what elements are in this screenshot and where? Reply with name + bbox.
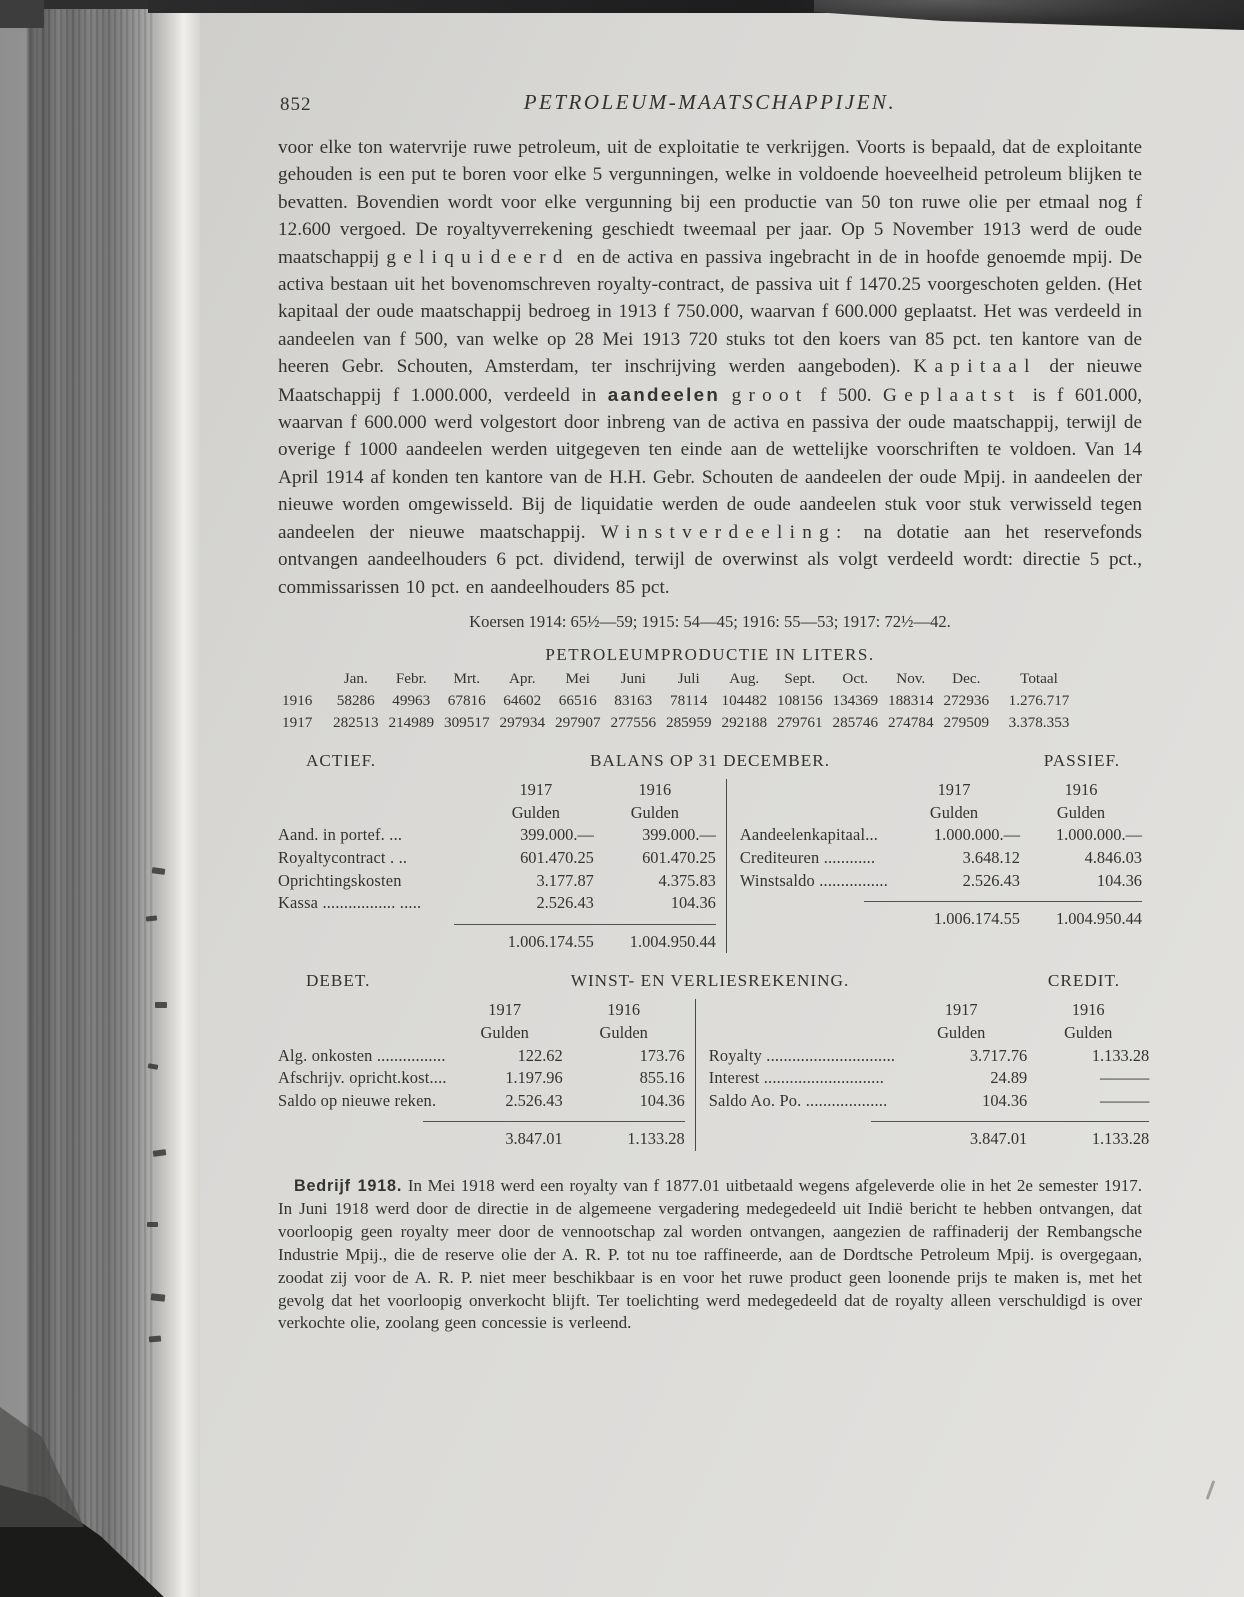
total-1917: 3.847.01 xyxy=(505,1129,563,1149)
table-row xyxy=(278,1045,685,1068)
row-label: Oprichtingskosten xyxy=(278,870,402,890)
currency-header: Gulden xyxy=(630,802,679,822)
year-header: 1916 xyxy=(607,1000,641,1020)
spacer xyxy=(709,1128,896,1151)
balance-sheet-section xyxy=(278,751,1142,953)
amount-1916: 399.000.— xyxy=(642,825,716,845)
year-header: 1917 xyxy=(519,780,553,800)
page-edge-streaks xyxy=(36,0,154,1597)
spacer xyxy=(278,1022,447,1045)
row-label: Crediteuren ............ xyxy=(739,848,876,868)
amount-1917: 104.36 xyxy=(982,1090,1028,1110)
total-1917: 1.006.174.55 xyxy=(507,931,594,951)
balance-headers xyxy=(278,751,1142,776)
credit-header: CREDIT. xyxy=(1047,971,1120,991)
total-row xyxy=(278,931,716,954)
row-label: Afschrijv. opricht.kost.... xyxy=(278,1068,447,1088)
debet-currency-row xyxy=(278,1022,685,1045)
prod-cell: 297934 xyxy=(499,713,546,731)
prod-col-header: Sept. xyxy=(784,669,816,687)
amount-1917: 601.470.25 xyxy=(520,848,594,868)
credit-currency-row xyxy=(709,1022,1150,1045)
total-row xyxy=(709,1128,1150,1151)
production-table-title: PETROLEUMPRODUCTIE IN LITERS. xyxy=(545,644,875,664)
amount-1917: 24.89 xyxy=(990,1068,1028,1088)
amount-1916: 855.16 xyxy=(639,1068,685,1088)
total-rule xyxy=(871,1121,1149,1122)
paragraph-text: en de activa en passiva ingebracht in de in hoofde genoemde mpij. De activa bestaan uit het bovenomschreven royalty-contract, de passiva uit f 1470.25 voorgeschoten gelden. (Het kapitaal der oude maatschappij bedroeg in 1913 f 750.000, waarvan f 600.000 geplaatst. Het was verdeeld in aandeelen van f 500, van welke op 28 Mei 1913 720 stuks tot den koers van 85 pct. ten kantore van de heeren Gebr. Schouten, Amsterdam, ter inschrijving werden aangeboden). xyxy=(278,246,1142,378)
prod-col-header: Mei xyxy=(565,669,590,687)
row-label: Aandeelenkapitaal... xyxy=(739,825,879,845)
prod-cell: 188314 xyxy=(887,691,934,709)
amount-1917: 3.717.76 xyxy=(969,1045,1028,1065)
amount-1916: 104.36 xyxy=(1096,870,1142,890)
table-row xyxy=(278,1090,685,1113)
bold-aandeelen: aandeelen xyxy=(607,383,721,405)
credit-year-row xyxy=(709,999,1150,1022)
prod-cell: 214989 xyxy=(388,713,435,731)
actief-header: ACTIEF. xyxy=(306,751,377,771)
total-1916: 1.004.950.44 xyxy=(629,931,716,951)
amount-1917: 122.62 xyxy=(517,1045,563,1065)
prod-col-header: Oct. xyxy=(842,669,869,687)
currency-header: Gulden xyxy=(480,1023,529,1043)
edge-ink-mark xyxy=(155,1002,167,1008)
prod-row-year: 1917 xyxy=(282,713,313,731)
edge-ink-mark xyxy=(147,1222,158,1227)
total-rule xyxy=(454,924,716,925)
prod-cell: 279509 xyxy=(943,713,990,731)
passief-currency-row xyxy=(740,802,1142,825)
amount-1916: 1.133.28 xyxy=(1091,1045,1150,1065)
prod-cell: 292188 xyxy=(721,713,768,731)
spacer xyxy=(740,779,888,802)
prod-cell: 108156 xyxy=(776,691,823,709)
bedrijf-1918-text: In Mei 1918 werd een royalty van f 1877.01 uitbetaald wegens afgeleverde olie in het 2e semester 1917. In Juni 1918 werd door de directie in de algemeene vergadering medegedeeld uit Indië bericht te hebben ontvangen, dat voorloopig geen royalty meer door de vennootschap zal worden ontvangen, aangezien de raffinaderij der Rembangsche Industrie Mpij., die de reserve olie der A. R. P. tot nu toe raffineerde, aan de Dordtsche Petroleum Mpij. is overgegaan, zoodat zij voor de A. R. P. niet meer beschikbaar is en voor het ruwe product geen loonende prijs te maken is, met het gevolg dat het voorloopig onverkocht blijft. Ter toelichting werd medegedeeld dat de royalty alleen verschuldigd is over verkochte olie, zoolang geen concessie is verleend. xyxy=(278,1176,1142,1333)
profit-loss-headers xyxy=(278,971,1142,996)
emphasis-geplaatst: Geplaatst xyxy=(883,384,1022,406)
table-row xyxy=(740,847,1142,870)
actief-currency-row xyxy=(278,802,716,825)
row-label: Alg. onkosten ................ xyxy=(278,1045,446,1065)
table-row xyxy=(278,847,716,870)
paragraph-text: voor elke ton watervrije ruwe petroleum, uit de exploitatie te verkrijgen. Voorts is bepaald, dat de exploitante gehouden is een put te boren voor elke 5 vergunningen, welke in voldoende hoeveelheid petroleum blijken te bevatten. Bovendien wordt voor elke vergunning bij een productie van 50 ton ruwe olie per etmaal nog f 12.600 vergoed. De royaltyverrekening geschiedt tweemaal per jaar. Op 5 November 1913 werd de oude maatschappij xyxy=(278,137,1142,268)
paragraph-text: is f 601.000, waarvan f 600.000 werd volgestort door inbreng van de activa en passiva der oude maatschappij, terwijl de overige f 1000 aandeelen werden uitgegeven ten einde aan de wettelijke voorschriften te voldoen. Van 14 April 1914 af konden ten kantore van de H.H. Gebr. Schouten de aandeelen der oude Mpij. in aandeelen der nieuwe worden omgewisseld. Bij de liquidatie werden de oude aandeelen stuk voor stuk verwisseld tegen aandeelen der nieuwe maatschappij. xyxy=(278,384,1143,543)
production-table xyxy=(278,668,1142,733)
amount-1917: 2.526.43 xyxy=(536,893,594,913)
prod-col-spacer xyxy=(278,668,328,690)
amount-1917: 399.000.— xyxy=(520,825,594,845)
prod-cell: 274784 xyxy=(887,713,934,731)
table-row xyxy=(740,870,1142,893)
passief-year-row xyxy=(740,779,1142,802)
prod-cell: 64602 xyxy=(503,691,542,709)
table-row xyxy=(709,1045,1150,1068)
amount-1917: 3.648.12 xyxy=(962,848,1020,868)
paragraph-text xyxy=(720,385,732,406)
amount-1917: 2.526.43 xyxy=(962,870,1020,890)
row-label: Interest ............................ xyxy=(708,1068,885,1088)
page-number: 852 xyxy=(280,94,312,115)
total-rule xyxy=(864,901,1142,902)
spacer xyxy=(278,1128,447,1151)
prod-cell: 282513 xyxy=(332,713,379,731)
year-header: 1916 xyxy=(1064,780,1098,800)
debet-year-row xyxy=(278,999,685,1022)
total-1916: 1.133.28 xyxy=(1091,1129,1150,1149)
prod-cell: 67816 xyxy=(447,691,486,709)
debet-column xyxy=(278,999,695,1151)
amount-1916: 104.36 xyxy=(639,1090,685,1110)
prod-col-header: Aug. xyxy=(729,669,760,687)
prod-cell: 279761 xyxy=(776,713,823,731)
running-header xyxy=(278,88,1142,122)
main-paragraph xyxy=(278,134,1142,601)
row-label: Winstsaldo ................ xyxy=(739,870,888,890)
emphasis-geliquideerd: geliquideerd xyxy=(386,246,570,268)
prod-cell: 49963 xyxy=(392,691,431,709)
year-header: 1917 xyxy=(488,1000,522,1020)
amount-1916: ——— xyxy=(1100,1090,1150,1110)
prod-col-header: Juni xyxy=(620,669,646,687)
prod-cell: 78114 xyxy=(670,691,708,709)
prod-cell: 285959 xyxy=(665,713,712,731)
passief-header: PASSIEF. xyxy=(1043,751,1120,771)
row-label: Saldo op nieuwe reken. xyxy=(278,1090,437,1110)
table-row xyxy=(709,1090,1150,1113)
amount-1917: 3.177.87 xyxy=(536,870,594,890)
balance-title: BALANS OP 31 DECEMBER. xyxy=(589,751,831,771)
total-1916: 1.133.28 xyxy=(627,1129,685,1149)
total-1917: 1.006.174.55 xyxy=(933,909,1020,929)
credit-column xyxy=(695,999,1150,1151)
total-1917: 3.847.01 xyxy=(969,1129,1028,1149)
page-content xyxy=(278,88,1150,1335)
edge-ink-mark xyxy=(151,1293,166,1301)
currency-header: Gulden xyxy=(937,1023,986,1043)
prod-col-header: Mrt. xyxy=(453,669,481,687)
edge-ink-mark xyxy=(149,1335,161,1342)
paragraph-text: f 500. xyxy=(808,384,884,406)
table-row xyxy=(278,870,716,893)
prod-col-header: Nov. xyxy=(896,669,926,687)
prod-col-header: Totaal xyxy=(1020,669,1058,687)
prod-cell: 272936 xyxy=(943,691,990,709)
spacer xyxy=(278,931,478,954)
year-header: 1917 xyxy=(944,1000,978,1020)
spacer xyxy=(740,908,888,931)
amount-1917: 2.526.43 xyxy=(505,1090,563,1110)
year-header: 1916 xyxy=(638,780,672,800)
profit-loss-body xyxy=(278,999,1150,1151)
prod-col-header: Dec. xyxy=(952,669,981,687)
emphasis-kapitaal: Kapitaal xyxy=(913,356,1037,378)
amount-1916: 104.36 xyxy=(670,893,716,913)
koersen-line: Koersen 1914: 65½—59; 1915: 54—45; 1916: 55—53; 1917: 72½—42. xyxy=(469,611,951,631)
year-header: 1917 xyxy=(937,780,971,800)
amount-1916: 4.375.83 xyxy=(658,870,716,890)
table-row xyxy=(709,1067,1150,1090)
amount-1916: 173.76 xyxy=(639,1045,685,1065)
spacer xyxy=(740,802,888,825)
table-row xyxy=(278,892,716,915)
prod-row-total: 1.276.717 xyxy=(1008,691,1070,709)
spacer xyxy=(278,779,478,802)
amount-1917: 1.000.000.— xyxy=(933,825,1020,845)
prod-col-header: Juli xyxy=(677,669,700,687)
bedrijf-1918-lead: Bedrijf 1918. xyxy=(294,1177,403,1196)
photo-corner-shadow xyxy=(0,0,44,28)
amount-1916: 4.846.03 xyxy=(1084,848,1142,868)
total-row xyxy=(278,1128,685,1151)
profit-loss-section xyxy=(278,971,1150,1151)
prod-cell: 297907 xyxy=(554,713,601,731)
amount-1917: 1.197.96 xyxy=(505,1068,563,1088)
total-rule xyxy=(423,1121,685,1122)
prod-col-header: Febr. xyxy=(395,669,427,687)
year-header: 1916 xyxy=(1071,1000,1105,1020)
row-label: Saldo Ao. Po. ................... xyxy=(708,1090,888,1110)
amount-1916: 1.000.000.— xyxy=(1055,825,1142,845)
amount-1916: ——— xyxy=(1100,1068,1150,1088)
amount-1916: 601.470.25 xyxy=(642,848,716,868)
passief-column xyxy=(726,779,1142,953)
spacer xyxy=(278,802,478,825)
row-label: Kassa ................. ..... xyxy=(278,893,422,913)
currency-header: Gulden xyxy=(511,802,560,822)
prod-cell: 83163 xyxy=(614,691,653,709)
row-label: Royaltycontract . .. xyxy=(278,848,408,868)
row-label: Royalty .............................. xyxy=(708,1045,896,1065)
prod-cell: 277556 xyxy=(610,713,657,731)
currency-header: Gulden xyxy=(599,1023,648,1043)
prod-cell: 58286 xyxy=(336,691,375,709)
currency-header: Gulden xyxy=(1064,1023,1113,1043)
paragraph-text: na dotatie aan het reservefonds ontvangen aandeelhouders 6 pct. dividend, terwijl de overwinst als volgt verdeeld wordt: directie 5 pct., commissarissen 10 pct. en aandeelhouders 85 pct. xyxy=(278,521,1142,598)
paragraph-text: der nieuwe Maatschappij f 1.000.000, verdeeld in xyxy=(278,356,1142,406)
currency-header: Gulden xyxy=(1056,802,1106,822)
bedrijf-1918-paragraph xyxy=(278,1175,1142,1335)
table-row xyxy=(278,824,716,847)
actief-year-row xyxy=(278,779,716,802)
balance-body xyxy=(278,779,1142,953)
spacer xyxy=(709,1022,896,1045)
prod-col-header: Apr. xyxy=(508,669,536,687)
emphasis-winstverdeeling: Winstverdeeling: xyxy=(600,521,849,543)
total-1916: 1.004.950.44 xyxy=(1055,909,1142,929)
prod-cell: 104482 xyxy=(721,691,768,709)
emphasis-groot: groot xyxy=(731,384,809,406)
debet-header: DEBET. xyxy=(306,971,371,991)
table-row xyxy=(740,824,1142,847)
table-row xyxy=(278,1067,685,1090)
spacer xyxy=(278,999,447,1022)
profit-loss-title: WINST- EN VERLIESREKENING. xyxy=(570,971,850,991)
currency-header: Gulden xyxy=(929,802,979,822)
prod-row-year: 1916 xyxy=(282,691,313,709)
running-title: PETROLEUM-MAATSCHAPPIJEN. xyxy=(523,90,897,114)
prod-cell: 134369 xyxy=(832,691,879,709)
prod-cell: 66516 xyxy=(558,691,597,709)
prod-cell: 285746 xyxy=(832,713,879,731)
prod-row-total: 3.378.353 xyxy=(1008,713,1070,731)
prod-col-header: Jan. xyxy=(343,669,368,687)
spacer xyxy=(709,999,896,1022)
total-row xyxy=(740,908,1142,931)
prod-cell: 309517 xyxy=(443,713,490,731)
actief-column xyxy=(278,779,726,953)
row-label: Aand. in portef. ... xyxy=(278,825,403,845)
